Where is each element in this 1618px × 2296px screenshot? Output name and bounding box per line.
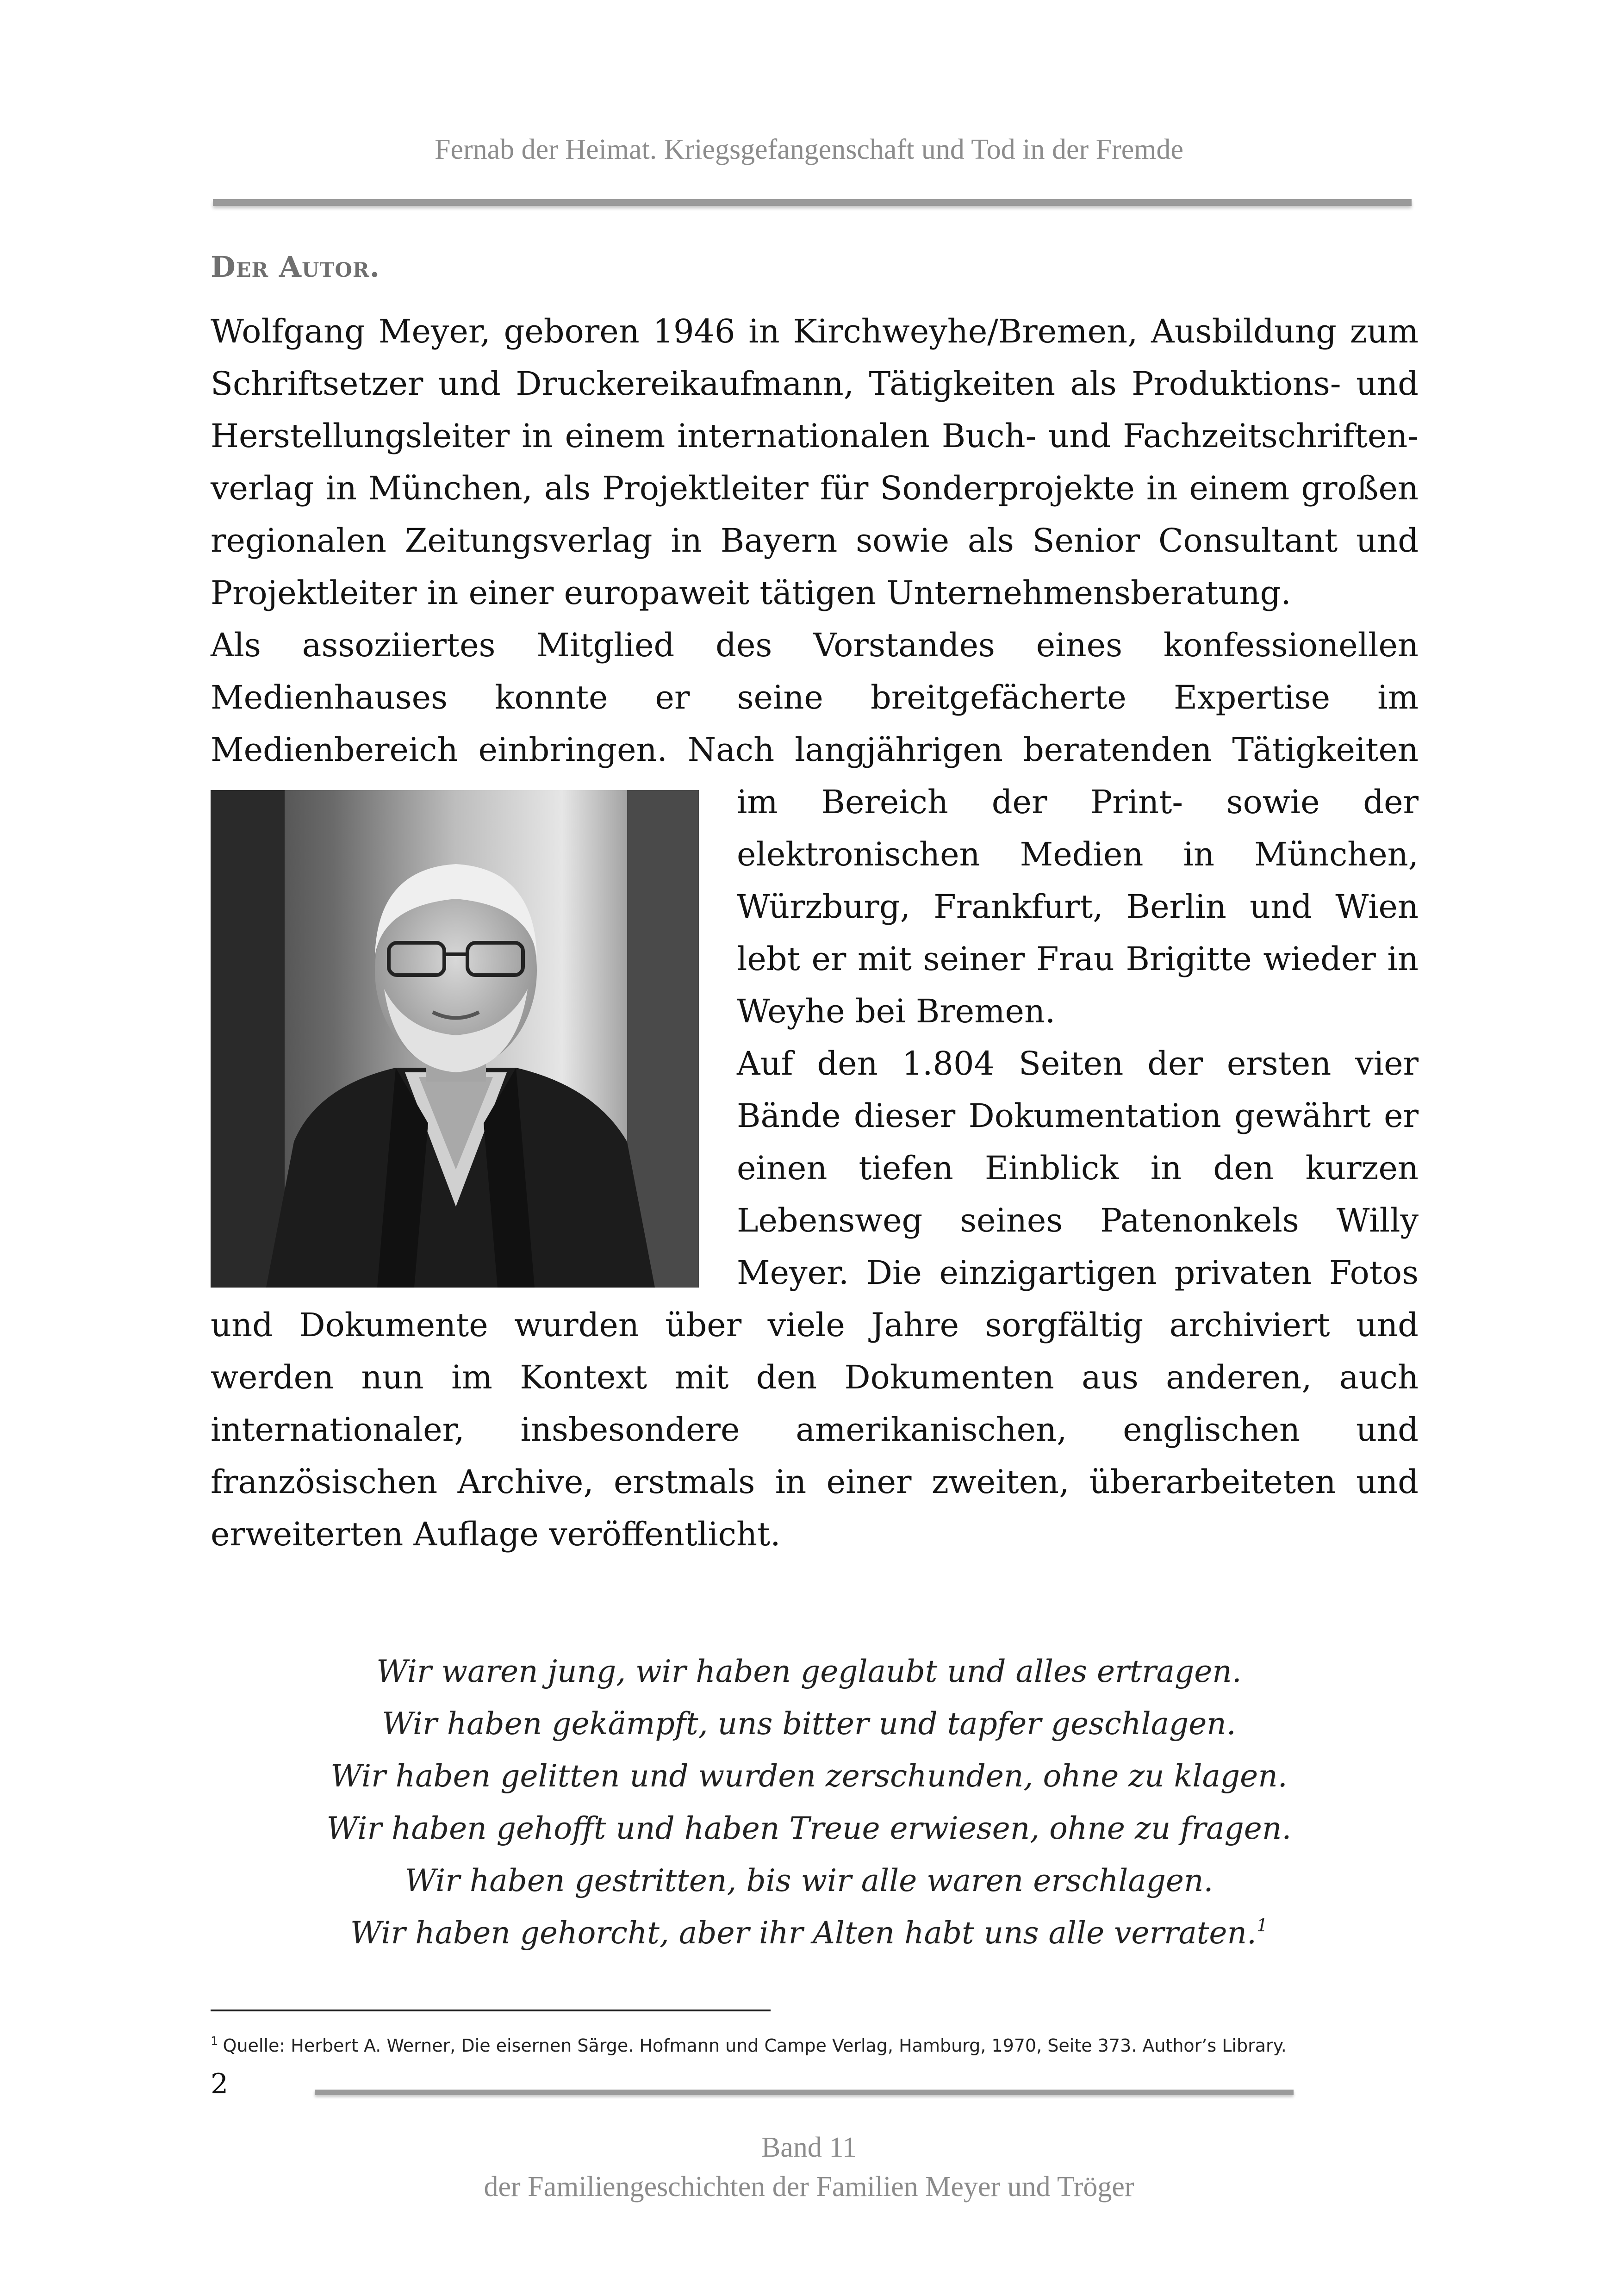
- poem: [0, 1645, 1618, 1959]
- footnote-separator: [211, 2010, 771, 2011]
- biography-paragraph-3: Auf den 1.804 Seiten der ersten vier Bände dieser Dokumentation gewährt er einen tiefen Einblick in den kurzen Lebensweg seines Patenonkels Willy Meyer. Die einzigartigen privaten Fotos und Dokumente wurden über viele Jahre sorgfältig archiviert und werden nun im Kontext mit den Dokumenten aus anderen, auch internationaler, insbesondere amerikanischen, englischen und französischen Archive, erstmals in einer zweiten, überarbeiteten und erweiterten Auflage veröffentlicht.: [211, 1045, 1419, 1553]
- poem-line-5: Wir haben gestritten, bis wir alle waren erschlagen.: [404, 1863, 1214, 1898]
- footnote-reference[interactable]: 1: [1256, 1915, 1268, 1935]
- header-rule: [213, 199, 1412, 206]
- portrait-image: [211, 790, 699, 1288]
- running-header-title: Fernab der Heimat. Kriegsgefangenschaft und Tod in der Fremde: [434, 134, 1184, 165]
- poem-line-6: [0, 1907, 1618, 1959]
- footnote: [211, 2035, 1287, 2056]
- biography-paragraph-2-text: Als assoziiertes Mitglied des Vorstandes eines konfessionellen Medienhauses konnte er seine breitgefächerte Expertise im Medienbereich einbringen. Nach langjährigen beratenden Tätigkeiten im Bereich der Print- sowie der elektronischen Medien in München, Würzburg, Frankfurt, Berlin und Wien lebt er mit seiner Frau Brigitte wieder in Weyhe bei Bremen.: [211, 626, 1419, 1030]
- footer-series-title: der Familiengeschichten der Familien Meyer und Tröger: [484, 2171, 1134, 2203]
- poem-line-3: Wir haben gelitten und wurden zerschunden, ohne zu klagen.: [330, 1758, 1288, 1794]
- page-number: 2: [211, 2068, 229, 2100]
- poem-line-4: Wir haben gehofft und haben Treue erwiesen, ohne zu fragen.: [326, 1811, 1292, 1846]
- section-heading: Der Autor.: [211, 250, 380, 284]
- poem-line-6-text: Wir haben gehorcht, aber ihr Alten habt uns alle verraten.: [350, 1915, 1257, 1951]
- footnote-text: Quelle: Herbert A. Werner, Die eisernen Särge. Hofmann und Campe Verlag, Hamburg, 1970, Seite 373. Author’s Library.: [223, 2035, 1287, 2056]
- footer-volume: Band 11: [761, 2132, 857, 2163]
- poem-line-1: Wir waren jung, wir haben geglaubt und alles ertragen.: [376, 1654, 1242, 1689]
- poem-line-2: Wir haben gekämpft, uns bitter und tapfer geschlagen.: [382, 1706, 1236, 1742]
- footnote-marker: 1: [211, 2035, 218, 2048]
- footer-rule: [315, 2090, 1294, 2095]
- biography-paragraph-1: Wolfgang Meyer, geboren 1946 in Kirchweyhe/Bremen, Ausbildung zum Schriftsetzer und Druckereikaufmann, Tätigkeiten als Produktions- und Herstellungsleiter in einem internationalen Buch- und Fachzeitschriften-verlag in München, als Projektleiter für Sonderprojekte in einem großen regionalen Zeitungsverlag in Bayern sowie als Senior Consultant und Projektleiter in einer europaweit tätigen Unternehmensberatung.: [211, 312, 1419, 612]
- author-portrait-photo: [211, 790, 699, 1288]
